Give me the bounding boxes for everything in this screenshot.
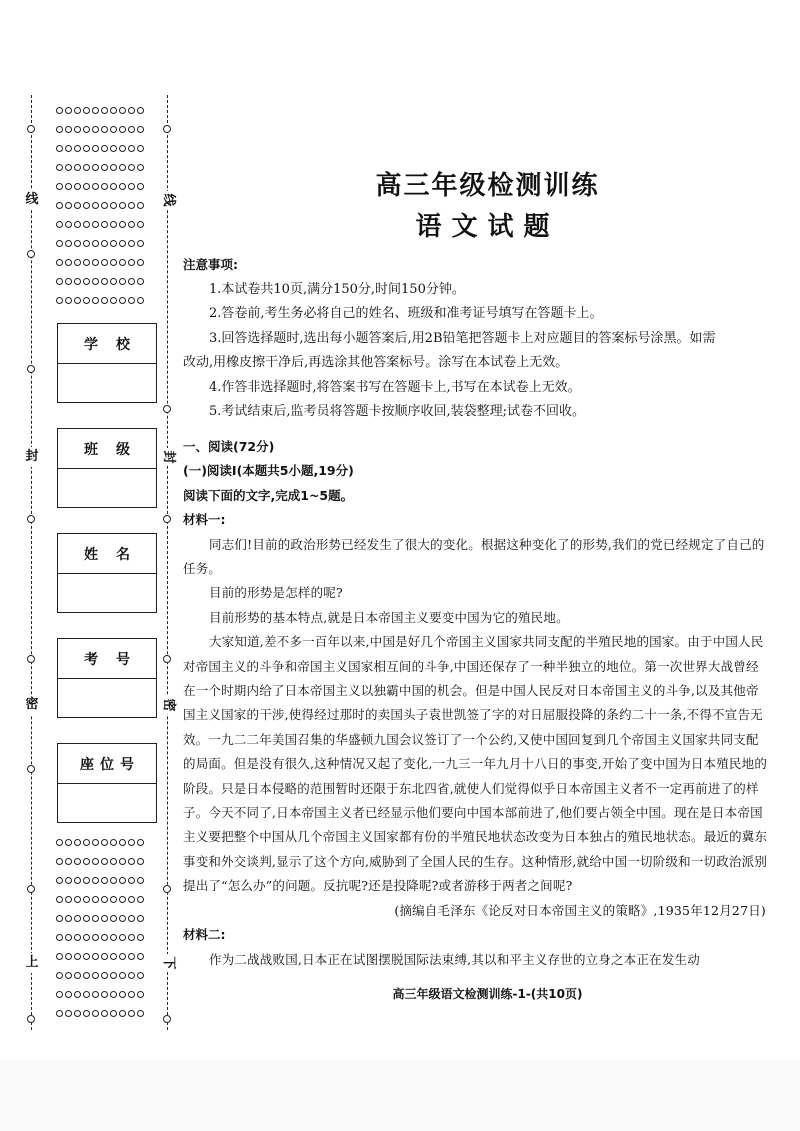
name-field[interactable] bbox=[57, 533, 157, 613]
notice-heading: 注意事项: bbox=[183, 257, 238, 272]
material1-label: 材料一: bbox=[183, 512, 226, 527]
material2-label: 材料二: bbox=[183, 927, 226, 942]
name-label: 姓名 bbox=[58, 534, 156, 574]
left-seal-line bbox=[24, 95, 40, 1030]
seal-label: 线 bbox=[23, 190, 41, 210]
exam-subject: 语文试题 bbox=[415, 212, 560, 242]
exam-content bbox=[183, 253, 768, 972]
notice-item: 5.考试结束后,监考员将答题卡按顺序收回,装袋整理;试卷不回收。 bbox=[209, 404, 586, 419]
paragraph: 同志们!目前的政治形势已经发生了很大的变化。根据这种变化了的形势,我们的党已经规定了自己的任务。 bbox=[183, 536, 765, 576]
binding-holes-bottom bbox=[56, 833, 154, 1029]
paragraph: 目前形势的基本特点,就是日本帝国主义要变中国为它的殖民地。 bbox=[209, 609, 569, 625]
seal-label: 线 bbox=[158, 191, 178, 209]
class-field[interactable] bbox=[57, 428, 157, 508]
seal-label: 密 bbox=[23, 695, 41, 715]
subsection-title: (一)阅读Ⅰ(本题共5小题,19分) bbox=[183, 463, 354, 478]
notice-item: 3.回答选择题时,选出每小题答案后,用2B铅笔把答题卡上对应题目的答案标号涂黑。如需 bbox=[209, 330, 716, 346]
section-title: 一、阅读(72分) bbox=[183, 438, 275, 454]
exam-number-label: 考号 bbox=[58, 639, 156, 679]
paragraph: 大家知道,差不多一百年以来,中国是好几个帝国主义国家共同支配的半殖民地的国家。由于中国人民对帝国主义的斗争和帝国主义国家相互间的斗争,中国还保存了一种半独立的地位。第一次世界大战曾经在一个时期内给了日本帝国主义以独霸中国的机会。但是中国人民反对日本帝国主义的斗争,以及其他帝国主义国家的干涉,使得经过那时的卖国头子袁世凯签了字的对日屈服投降的条约二十一条,不得不宣告无效。一九二二年美国召集的华盛顿九国会议签订了一个公约,又使中国回复到几个帝国主义国家共同支配的局面。但是没有很久,这种情况又起了变化,一九三一年九月十八日的事变,开始了变中国为日本殖民地的阶段。只是日本侵略的范围暂时还限于东北四省,就使人们觉得似乎日本帝国主义者不一定再前进了的样子。今天不同了,日本帝国主义者已经显示他们要向中国本部前进了,他们要占领全中国。现在是日本帝国主义要把整个中国从几个帝国主义国家都有份的半殖民地状态改变为日本独占的殖民地状态。最近的冀东事变和外交谈判,显示了这个方向,威胁到了全国人民的生存。这种情形,就给中国一切阶级和一切政治派别提出了“怎么办”的问题。反抗呢?还是投降呢?或者游移于两者之间呢? bbox=[183, 634, 768, 894]
material1-passage bbox=[183, 533, 768, 924]
school-field[interactable] bbox=[57, 323, 157, 403]
seal-label: 上 bbox=[23, 953, 41, 973]
seal-label: 封 bbox=[23, 447, 41, 467]
paragraph: 目前的形势是怎样的呢? bbox=[209, 585, 343, 601]
notice-item-continued: 改动,用橡皮擦干净后,再选涂其他答案标号。涂写在本试卷上无效。 bbox=[183, 355, 569, 370]
exam-number-field[interactable] bbox=[57, 638, 157, 718]
seat-number-field[interactable] bbox=[57, 743, 157, 823]
right-seal-line bbox=[160, 95, 176, 1030]
binding-strip bbox=[12, 95, 177, 1035]
notice-item: 4.作答非选择题时,将答案书写在答题卡上,书写在本试卷上无效。 bbox=[209, 379, 581, 395]
seal-label: 下 bbox=[158, 954, 178, 972]
material1-source: (摘编自毛泽东《论反对日本帝国主义的策略》,1935年12月27日) bbox=[394, 902, 766, 918]
seal-label: 封 bbox=[158, 448, 178, 466]
class-label: 班级 bbox=[58, 429, 156, 469]
binding-holes-top bbox=[56, 101, 154, 316]
notice-item: 1.本试卷共10页,满分150分,时间150分钟。 bbox=[209, 281, 465, 297]
instruction: 阅读下面的文字,完成1~5题。 bbox=[183, 487, 354, 503]
seal-label: 密 bbox=[158, 696, 178, 714]
exam-title: 高三年级检测训练 bbox=[375, 171, 600, 201]
school-label: 学校 bbox=[58, 324, 156, 364]
page-footer: 高三年级语文检测训练-1-(共10页) bbox=[392, 987, 583, 1001]
material2-passage bbox=[183, 948, 768, 972]
notice-item: 2.答卷前,考生务必将自己的姓名、班级和准考证号填写在答题卡上。 bbox=[209, 306, 603, 321]
paragraph: 作为二战战败国,日本正在试图摆脱国际法束缚,其以和平主义存世的立身之本正在发生动 bbox=[209, 951, 700, 967]
seat-number-label: 座位号 bbox=[58, 744, 156, 784]
